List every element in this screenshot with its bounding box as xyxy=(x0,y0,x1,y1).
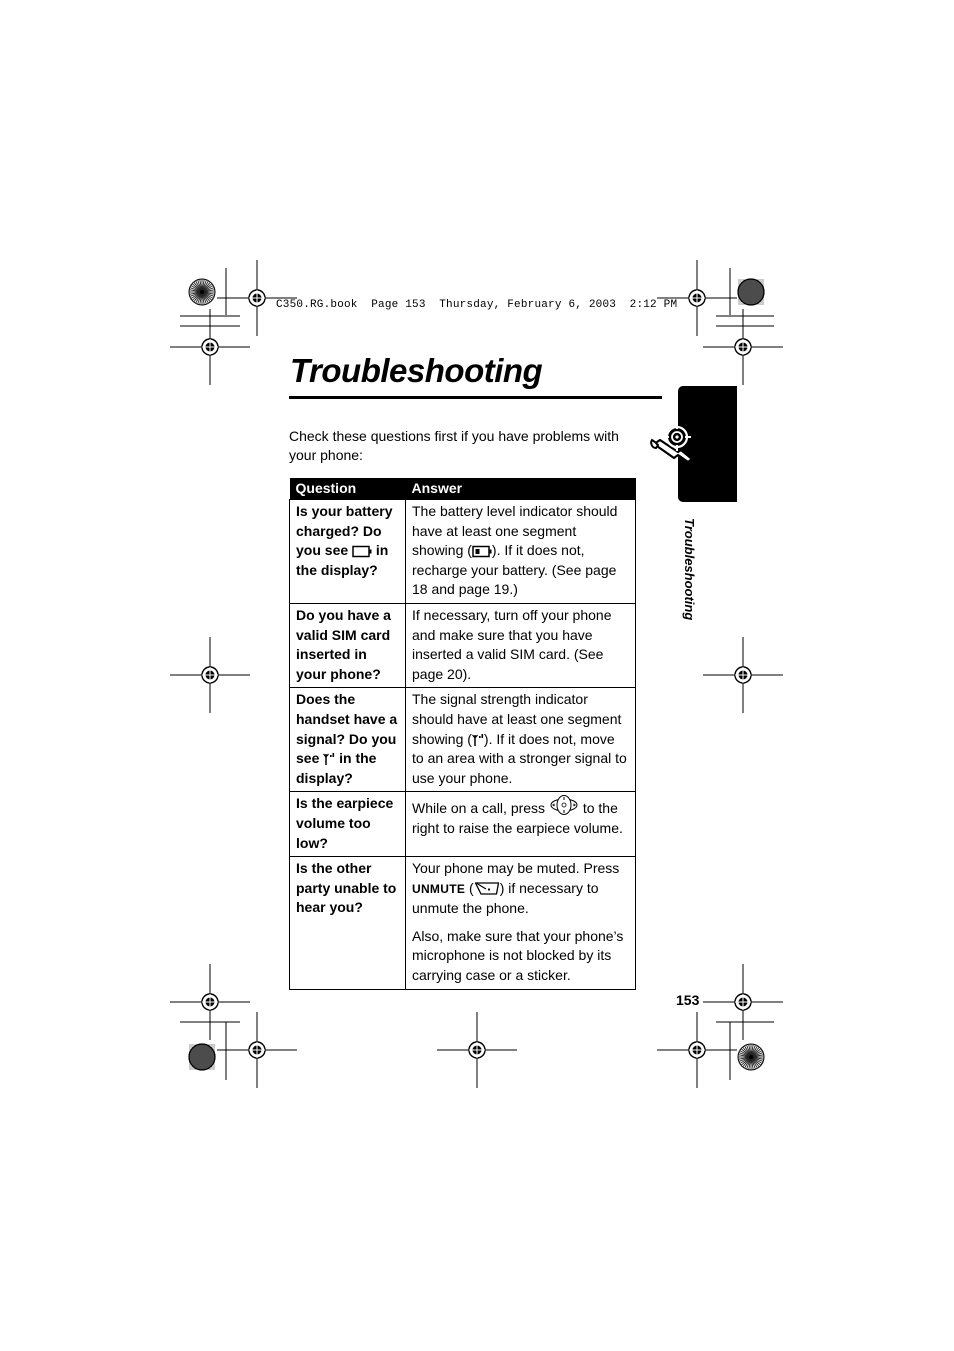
side-section-label: Troubleshooting xyxy=(682,518,697,621)
page-title: Troubleshooting xyxy=(290,352,543,389)
registration-mark-icon xyxy=(170,964,250,1040)
color-target-icon xyxy=(189,279,215,305)
color-target-icon xyxy=(738,279,764,305)
answer-note: Also, make sure that your phone’s microphone is not blocked by its carrying case or a sticker. xyxy=(412,927,624,984)
table-row xyxy=(290,603,636,687)
intro-text: Check these questions first if you have problems with your phone: xyxy=(289,428,619,463)
registration-mark-icon xyxy=(170,309,250,385)
title-rule xyxy=(289,396,662,399)
registration-mark-icon xyxy=(703,637,783,713)
table-row xyxy=(290,857,636,990)
registration-mark-icon xyxy=(657,1012,737,1088)
question-header: Question xyxy=(290,478,406,500)
table-header-row xyxy=(290,478,636,500)
registration-mark-icon xyxy=(703,309,783,385)
registration-mark-icon xyxy=(217,1012,297,1088)
question-cell: Is the earpiece volume too low? xyxy=(290,792,406,857)
registration-mark-icon xyxy=(703,964,783,1040)
battery-segment-icon xyxy=(472,545,492,558)
table-row xyxy=(290,500,636,604)
color-target-icon xyxy=(189,1044,215,1070)
question-cell: Do you have a valid SIM card inserted in your phone? xyxy=(290,603,406,687)
table-row xyxy=(290,792,636,857)
table-row xyxy=(290,688,636,792)
print-header-line: C350.RG.book Page 153 Thursday, February 6, 2003 2:12 PM xyxy=(276,299,678,311)
left-soft-key-icon xyxy=(474,881,500,896)
signal-icon xyxy=(472,733,484,747)
registration-mark-icon xyxy=(657,260,737,336)
answer-cell: The signal strength indicator should have at least one segment showing ( ). If it does not, move to an area with a stronger signal to use your phone. xyxy=(406,688,636,792)
color-target-icon xyxy=(738,1044,764,1070)
registration-mark-icon xyxy=(437,1012,517,1088)
question-cell: Does the handset have a signal? Do you see in the display? xyxy=(290,688,406,792)
wrench-target-icon xyxy=(648,418,696,470)
answer-cell: The battery level indicator should have at least one segment showing ( ). If it does not, recharge your battery. (See page 18 and page 19.) xyxy=(406,500,636,604)
question-cell: Is the other party unable to hear you? xyxy=(290,857,406,990)
unmute-key-label: UNMUTE xyxy=(412,881,466,896)
navigation-key-icon xyxy=(549,794,579,816)
answer-cell: If necessary, turn off your phone and make sure that you have inserted a valid SIM card. (See page 20). xyxy=(406,603,636,687)
signal-icon xyxy=(323,752,335,766)
answer-cell: While on a call, press to the right to raise the earpiece volume. xyxy=(406,792,636,857)
troubleshooting-table xyxy=(289,478,636,990)
answer-header: Answer xyxy=(406,478,636,500)
question-cell: Is your battery charged? Do you see in the display? xyxy=(290,500,406,604)
registration-mark-icon xyxy=(217,260,297,336)
battery-empty-icon xyxy=(352,545,372,558)
answer-cell: Your phone may be muted. Press UNMUTE ( ) if necessary to unmute the phone. Also, make sure that your phone’s microphone is not blocked by its carrying case or a sticker. xyxy=(406,857,636,990)
page-number: 153 xyxy=(676,992,700,1008)
registration-mark-icon xyxy=(170,637,250,713)
